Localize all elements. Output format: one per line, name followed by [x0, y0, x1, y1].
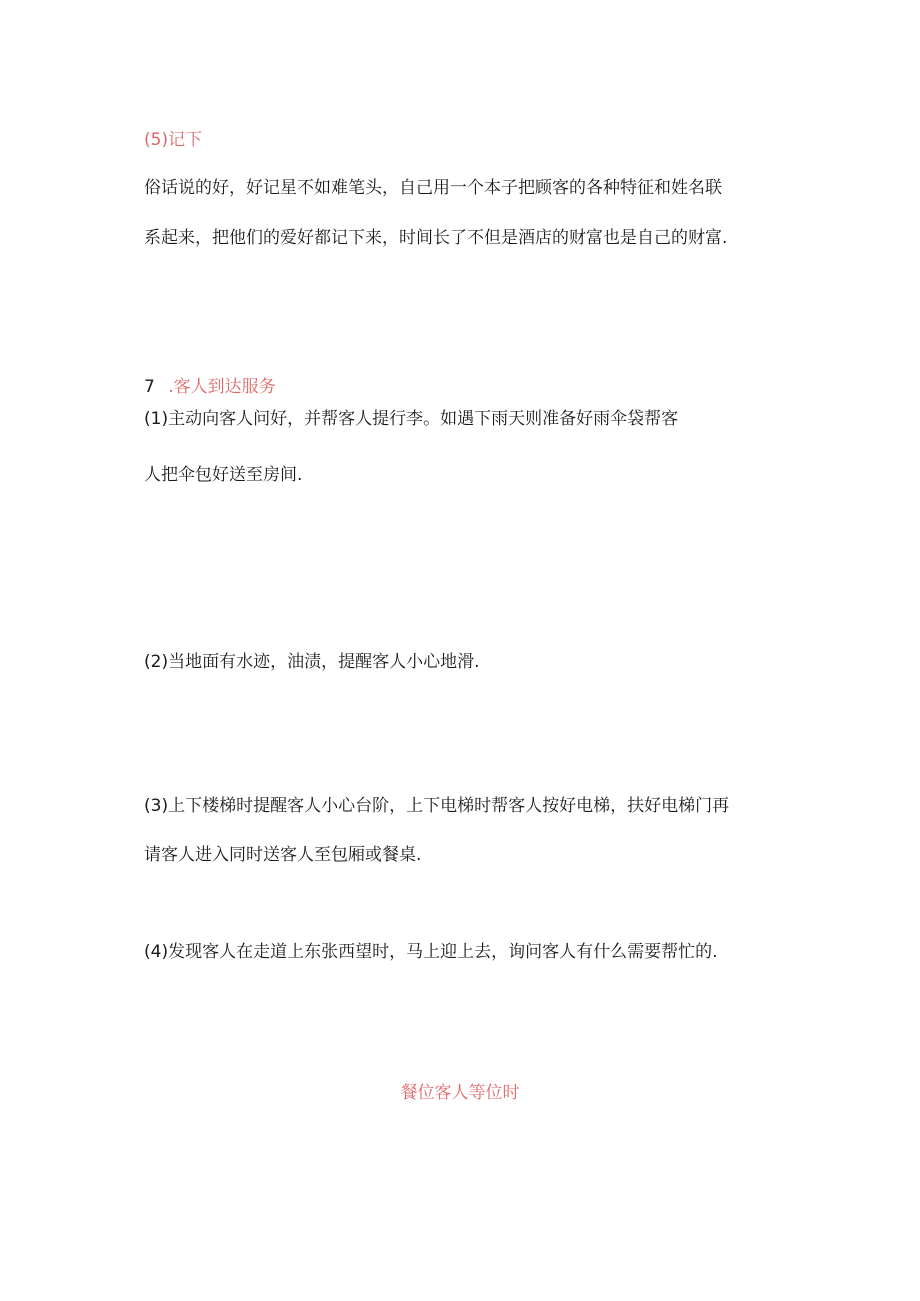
section-7-item-2: (2)当地面有水迹，油渍，提醒客人小心地滑. — [144, 652, 480, 672]
section-7-item-1-line-1: (1)主动向客人问好，并帮客人提行李。如遇下雨天则准备好雨伞袋帮客 — [144, 409, 679, 429]
section-5-paragraph-line-2: 系起来，把他们的爱好都记下来，时间长了不但是酒店的财富也是自己的财富. — [144, 228, 728, 248]
section-7-title: .客人到达服务 — [168, 377, 276, 397]
section-7-item-4: (4)发现客人在走道上东张西望时，马上迎上去，询问客人有什么需要帮忙的. — [144, 942, 718, 962]
section-7-number: 7 — [144, 377, 155, 397]
section-7-item-3-line-1: (3)上下楼梯时提醒客人小心台阶，上下电梯时帮客人按好电梯，扶好电梯门再 — [144, 796, 730, 816]
footer-heading: 餐位客人等位时 — [400, 1083, 520, 1103]
section-5-paragraph-line-1: 俗话说的好，好记星不如难笔头，自己用一个本子把顾客的各种特征和姓名联 — [144, 178, 722, 198]
section-7-item-1-line-2: 人把伞包好送至房间. — [144, 465, 303, 485]
section-5-heading: (5)记下 — [144, 130, 203, 150]
section-7-heading — [144, 376, 276, 398]
section-7-item-3-line-2: 请客人进入同时送客人至包厢或餐桌. — [144, 845, 422, 865]
